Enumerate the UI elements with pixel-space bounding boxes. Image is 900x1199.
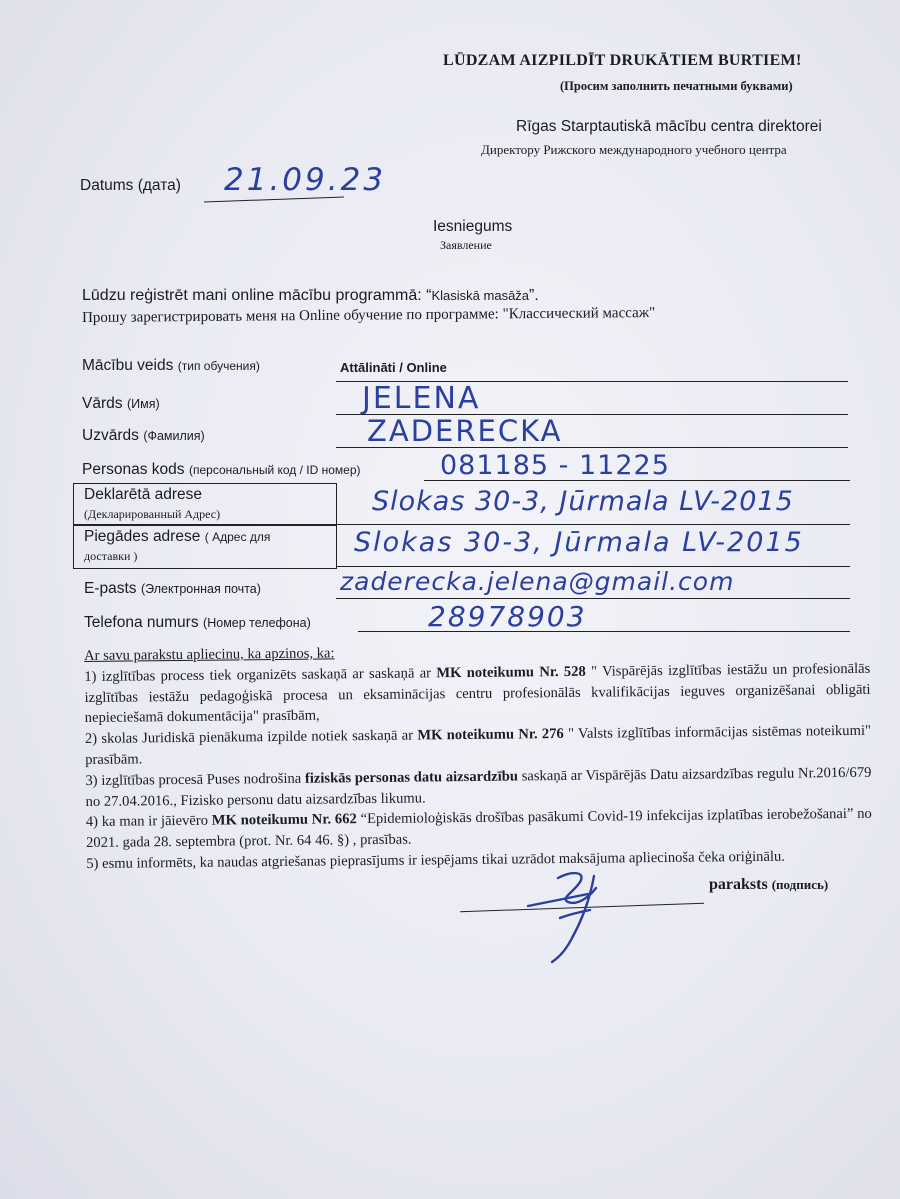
statement-item-1	[84, 659, 871, 730]
email-label-ru: (Электронная почта)	[141, 582, 261, 596]
statement-item-2-c: " Valsts izglītības informācijas sistēmas noteikumi" prasībām.	[85, 722, 872, 768]
phone-label-ru: (Номер телефона)	[203, 616, 311, 630]
personal-code-underline	[424, 480, 850, 481]
last-name-label-lv: Uzvārds	[82, 427, 139, 444]
date-value: 21.09.23	[224, 162, 387, 198]
declared-address-underline	[336, 524, 850, 525]
email-value: zaderecka.jelena@gmail.com	[340, 567, 735, 596]
phone-label-lv: Telefona numurs	[84, 614, 199, 631]
first-name-label-lv: Vārds	[82, 395, 123, 412]
statement-item-3-c: saskaņā ar Vispārējās Datu aizsardzības regulu Nr.2016/679 no 27.04.2016., Fizisko personu datu aizsardzības likumu.	[85, 764, 872, 810]
first-name-label	[82, 395, 160, 413]
signature-label-lv: paraksts	[709, 876, 768, 893]
signature-label-ru: (подпись)	[771, 877, 829, 892]
statement-item-3-ref: fiziskās personas datu aizsardzību	[304, 768, 519, 787]
study-type-label	[82, 357, 260, 375]
personal-code-label-ru: (персональный код / ID номер)	[188, 463, 361, 477]
handwritten-signature	[498, 858, 638, 968]
email-label	[84, 580, 261, 598]
email-underline	[336, 598, 850, 599]
personal-code-value: 081185 - 11225	[440, 450, 670, 481]
request-lv-prefix: Lūdzu reģistrēt mani online mācību programmā: “	[82, 287, 432, 304]
first-name-label-ru: (Имя)	[126, 397, 160, 411]
print-notice-ru: (Просим заполнить печатными буквами)	[560, 79, 793, 93]
statement-intro-text: Ar savu parakstu apliecinu, ka apzinos, ka:	[84, 645, 335, 664]
phone-underline	[358, 631, 850, 632]
request-program: Klasiskā masāža	[431, 288, 530, 303]
statement-text	[84, 638, 872, 875]
request-lv	[82, 287, 539, 305]
personal-code-label	[82, 461, 361, 479]
statement-item-2-a: 2) skolas Juridiskā pienākuma izpilde notiek saskaņā ar	[84, 727, 418, 748]
last-name-value: ZADERECKA	[367, 414, 563, 448]
statement-item-1-ref: MK noteikumu Nr. 528	[436, 663, 586, 682]
email-label-lv: E-pasts	[84, 580, 137, 597]
statement-item-5: 5) esmu informēts, ka naudas atgriešanas pieprasījums ir iespējams tikai uzrādot maksājuma apliecinoša čeka oriģinālu.	[86, 848, 785, 872]
delivery-address-label-ru-1: ( Адрес для	[204, 530, 271, 544]
delivery-address-label	[84, 528, 270, 546]
statement-item-4-a: 4) ka man ir jāievēro	[85, 813, 212, 831]
statement-item-2-ref: MK noteikumu Nr. 276	[417, 726, 564, 744]
print-notice-lv: LŪDZAM AIZPILDĪT DRUKĀTIEM BURTIEM!	[443, 52, 802, 69]
recipient-ru: Директору Рижского международного учебного центра	[481, 142, 787, 157]
request-ru: Прошу зарегистрировать меня на Online обучение по программе: "Классический массаж"	[82, 304, 656, 326]
signature-label	[709, 876, 828, 894]
delivery-address-label-lv: Piegādes adrese	[84, 528, 201, 545]
date-label: Datums (дата)	[80, 177, 181, 194]
declared-address-value: Slokas 30-3, Jūrmala LV-2015	[372, 486, 794, 517]
statement-item-3-a: 3) izglītības procesā Puses nodrošina	[85, 770, 306, 789]
personal-code-label-lv: Personas kods	[82, 461, 185, 478]
statement-item-4-ref: MK noteikumu Nr. 662	[211, 811, 357, 830]
last-name-label-ru: (Фамилия)	[143, 429, 205, 443]
document-title-lv: Iesniegums	[433, 218, 513, 235]
study-type-label-lv: Mācību veids	[82, 357, 174, 374]
study-type-value: Attālināti / Online	[340, 360, 447, 375]
first-name-value: JELENA	[362, 381, 481, 416]
request-lv-suffix: ”.	[529, 287, 539, 304]
delivery-address-value: Slokas 30-3, Jūrmala LV-2015	[354, 527, 804, 558]
recipient-lv: Rīgas Starptautiskā mācību centra direktorei	[516, 118, 822, 135]
statement-item-4-c: “Epidemioloģiskās drošības pasākumi Covid-19 infekcijas izplatības ierobežošanai” no 2021. gada 28. septembra (prot. Nr. 64 46. §) , prasības.	[85, 806, 872, 852]
statement-item-1-a: 1) izglītības process tiek organizēts saskaņā ar saskaņā ar	[84, 665, 437, 685]
study-type-label-ru: (тип обучения)	[177, 359, 260, 373]
declared-address-label: Deklarētā adrese	[84, 486, 203, 503]
phone-value: 28978903	[428, 600, 587, 633]
phone-label	[84, 614, 311, 632]
last-name-label	[82, 427, 205, 445]
declared-address-label-ru: (Декларированный Адрес)	[84, 507, 221, 521]
document-title-ru: Заявление	[440, 238, 492, 252]
statement-item-1-c: " Vispārējās izglītības iestāžu un profesionālās izglītības iestāžu pedagoģiskā procesa un eksaminācijas centru profesionālās kvalifikācijas ieguves organizēšanai obligāti nepieciešamā dokumentācija" prasībām,	[84, 660, 871, 727]
delivery-address-label-ru-2: доставки )	[84, 549, 138, 563]
last-name-underline	[336, 447, 848, 448]
